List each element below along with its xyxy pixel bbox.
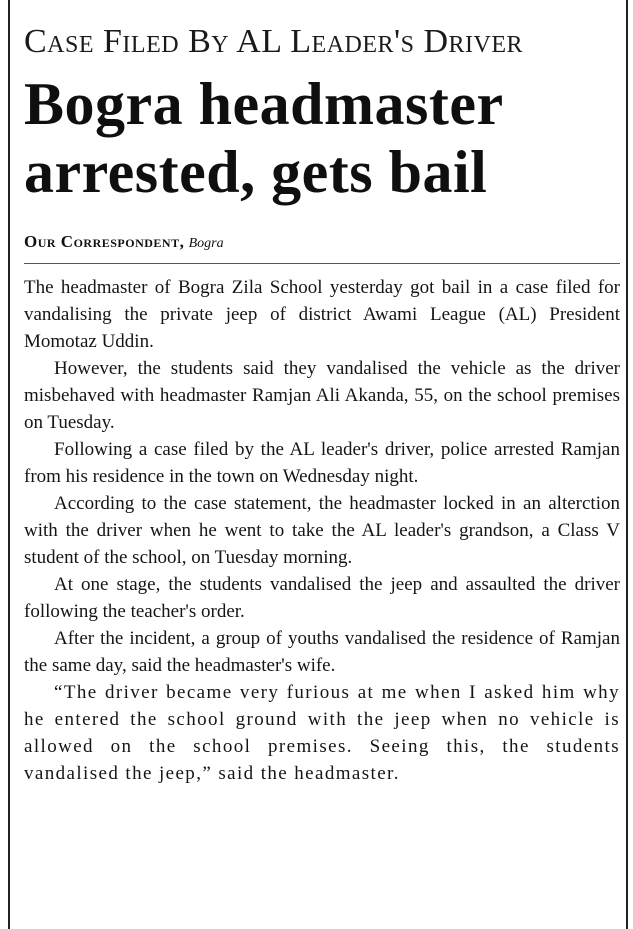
paragraph-5: At one stage, the students vandalised the jeep and assaulted the driver following the teacher's order. — [24, 574, 620, 622]
paragraph-7-quote: “The driver became very furious at me when I asked him why he entered the school ground with the jeep when no vehicle is allowed on the school premises. Seeing this, the students vandalised the jeep,” said the headmaster. — [24, 682, 620, 784]
paragraph-6: After the incident, a group of youths vandalised the residence of Ramjan the same day, said the headmaster's wife. — [24, 628, 620, 676]
paragraph-3: Following a case filed by the AL leader's driver, police arrested Ramjan from his residence in the town on Wednesday night. — [24, 439, 620, 487]
byline-name: Our Correspondent, — [24, 232, 185, 251]
byline-divider — [24, 263, 620, 264]
headline-line-2: arrested, gets bail — [24, 139, 488, 205]
column-rule-left — [8, 0, 10, 929]
article-headline — [24, 70, 620, 206]
article-body — [24, 274, 620, 787]
column-rule-right — [626, 0, 628, 929]
paragraph-1: The headmaster of Bogra Zila School yesterday got bail in a case filed for vandalising the private jeep of district Awami League (AL) President Momotaz Uddin. — [24, 277, 620, 352]
byline-place: Bogra — [188, 236, 224, 251]
headline-line-1: Bogra headmaster — [24, 71, 504, 137]
article-kicker: Case Filed By AL Leader's Driver — [24, 23, 524, 60]
byline — [24, 232, 620, 254]
paragraph-4: According to the case statement, the headmaster locked in an alterction with the driver when he went to take the AL leader's grandson, a Class V student of the school, on Tuesday morning. — [24, 493, 620, 568]
news-article — [24, 20, 620, 787]
paragraph-2: However, the students said they vandalised the vehicle as the driver misbehaved with headmaster Ramjan Ali Akanda, 55, on the school premises on Tuesday. — [24, 358, 620, 433]
